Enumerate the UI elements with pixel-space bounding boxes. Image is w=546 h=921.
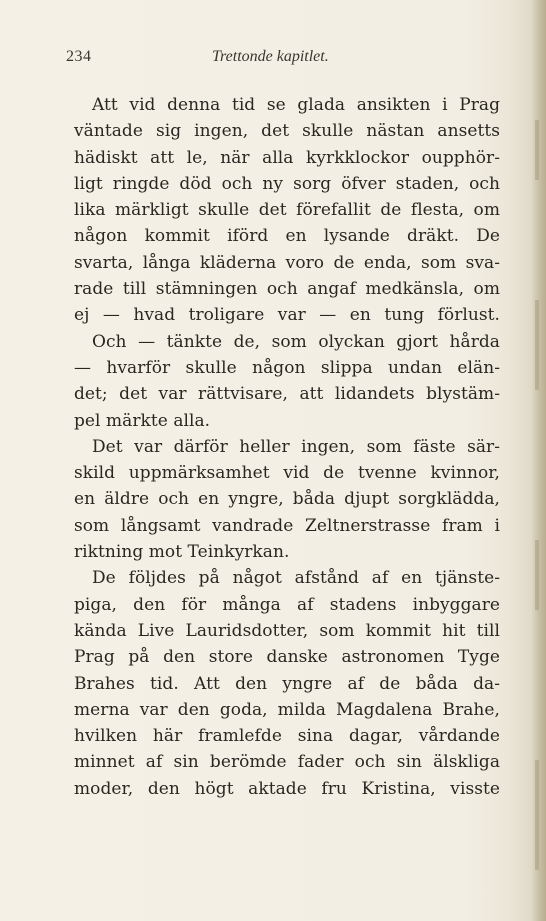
- text-line: rade till stämningen och angaf medkänsla, om: [74, 279, 500, 300]
- text-line: svarta, långa kläderna voro de enda, som sva-: [74, 252, 500, 273]
- text-line: minnet af sin berömde fader och sin älskliga: [74, 752, 500, 773]
- text-line: hvilken här framlefde sina dagar, vårdande: [74, 726, 500, 747]
- text-line: kända Live Lauridsdotter, som kommit hit till: [74, 620, 500, 641]
- text-line: merna var den goda, milda Magdalena Brahe,: [74, 699, 500, 720]
- text-line: ej — hvad troligare var — en tung förlust.: [74, 305, 500, 326]
- text-line: Och — tänkte de, som olyckan gjort hårda: [92, 331, 500, 352]
- text-line: piga, den för många af stadens inbyggare: [74, 594, 500, 615]
- text-line: Det var därför heller ingen, som fäste sär-: [92, 436, 500, 457]
- running-head: Trettonde kapitlet.: [212, 48, 329, 65]
- page-edge-shadow: [532, 0, 546, 921]
- text-line: någon kommit iförd en lysande dräkt. De: [74, 226, 500, 247]
- text-line: som långsamt vandrade Zeltnerstrasse fram i: [74, 515, 500, 536]
- text-line: en äldre och en yngre, båda djupt sorgklädda,: [74, 489, 500, 510]
- text-line: moder, den högt aktade fru Kristina, visste: [74, 778, 500, 799]
- text-line: pel märkte alla.: [74, 410, 211, 431]
- text-line: skild uppmärksamhet vid de tvenne kvinnor,: [74, 463, 500, 484]
- text-line: Att vid denna tid se glada ansikten i Prag: [92, 95, 500, 115]
- text-line: lika märkligt skulle det förefallit de flesta, om: [74, 200, 500, 221]
- text-line: hädiskt att le, när alla kyrkklockor oupphör-: [74, 147, 500, 168]
- text-line: Brahes tid. Att den yngre af de båda da-: [74, 673, 500, 694]
- text-line: det; det var rättvisare, att lidandets blystäm-: [74, 384, 500, 405]
- text-line: riktning mot Teinkyrkan.: [74, 542, 290, 563]
- text-line: väntade sig ingen, det skulle nästan ansetts: [74, 121, 500, 142]
- page-number: 234: [66, 48, 92, 65]
- page-header: [0, 48, 546, 72]
- text-line: — hvarför skulle någon slippa undan elän-: [74, 357, 500, 378]
- text-line: De följdes på något afstånd af en tjänste-: [92, 568, 500, 589]
- text-line: ligt ringde död och ny sorg öfver staden, och: [74, 173, 500, 194]
- body-text: [74, 92, 500, 802]
- text-line: Prag på den store danske astronomen Tyge: [74, 647, 500, 668]
